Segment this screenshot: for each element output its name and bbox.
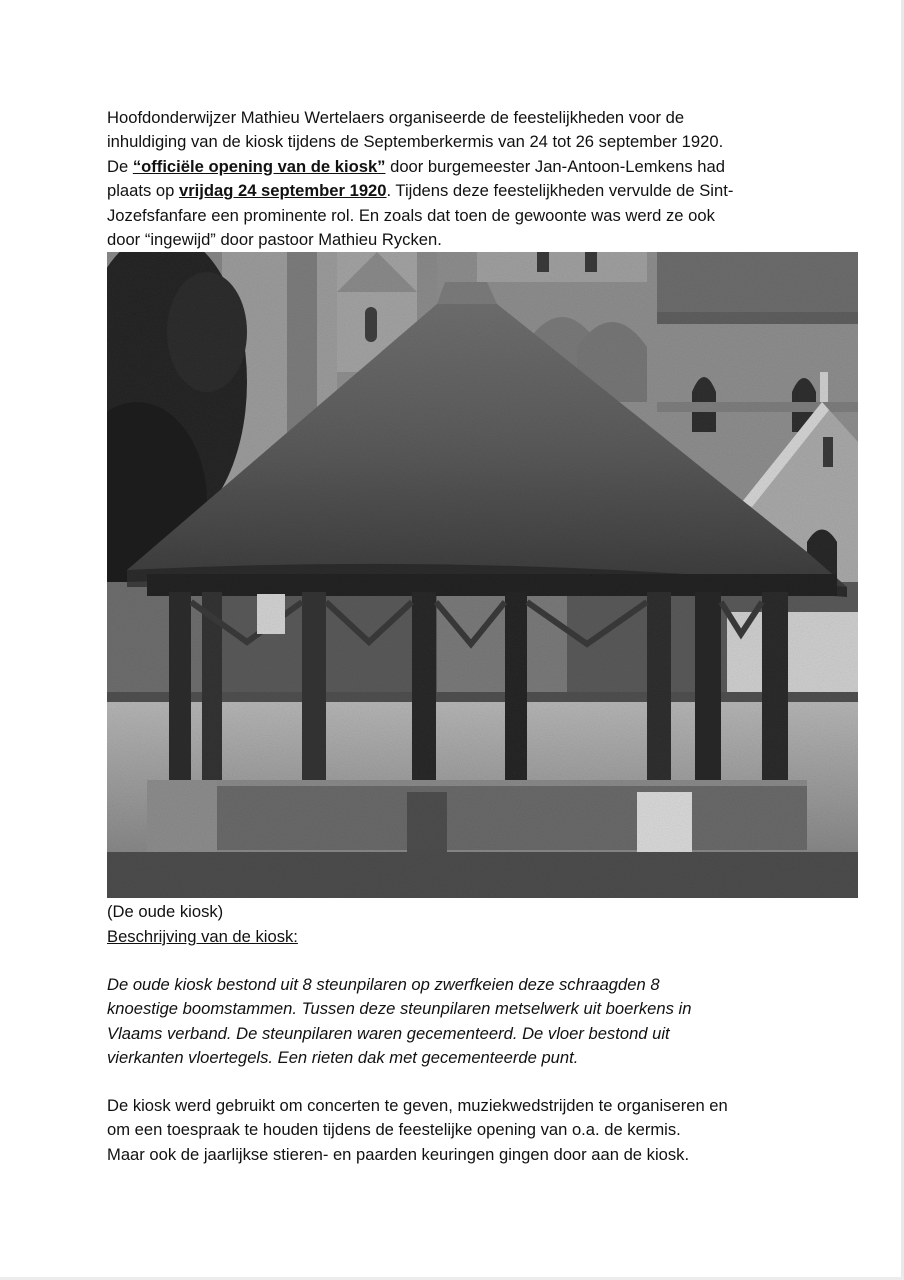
description-line-4: vierkanten vloertegels. Een rieten dak met gecementeerde punt. (107, 1048, 579, 1068)
description-line-3: Vlaams verband. De steunpilaren waren gecementeerd. De vloer bestond uit (107, 1023, 670, 1043)
section-heading: Beschrijving van de kiosk: (107, 927, 298, 946)
intro-line-5: Jozefsfanfare een prominente rol. En zoals dat toen de gewoonte was werd ze ook (107, 205, 715, 225)
description-line-1: De oude kiosk bestond uit 8 steunpilaren op zwerfkeien deze schraagden 8 (107, 975, 660, 994)
intro-line-2: inhuldiging van de kiosk tijdens de Septemberkermis van 24 tot 26 september 1920. (107, 132, 724, 152)
intro-text: De (107, 156, 133, 176)
intro-paragraph (107, 106, 827, 252)
intro-text: door burgemeester Jan-Antoon-Lemkens had (385, 156, 725, 176)
kiosk-photo (107, 252, 858, 898)
intro-line-6: door “ingewijd” door pastoor Mathieu Rycken. (107, 230, 442, 250)
highlight-official-opening: “officiële opening van de kiosk” (132, 156, 386, 176)
intro-text: plaats op (107, 181, 179, 201)
usage-line-3: Maar ook de jaarlijkse stieren- en paarden keuringen gingen door aan de kiosk. (107, 1144, 690, 1164)
intro-line-4 (107, 179, 827, 203)
usage-line-2: om een toespraak te houden tijdens de feestelijke opening van o.a. de kermis. (107, 1120, 681, 1140)
description-paragraph (107, 973, 827, 1071)
usage-paragraph (107, 1094, 827, 1167)
description-line-2: knoestige boomstammen. Tussen deze steunpilaren metselwerk uit boerkens in (107, 999, 692, 1019)
intro-line-1: Hoofdonderwijzer Mathieu Wertelaers organiseerde de feestelijkheden voor de (107, 108, 685, 127)
intro-text: . Tijdens deze feestelijkheden vervulde de Sint- (386, 181, 734, 201)
photo-caption: (De oude kiosk) (107, 902, 224, 921)
highlight-date: vrijdag 24 september 1920 (178, 181, 387, 201)
intro-line-3 (107, 155, 827, 179)
usage-line-1: De kiosk werd gebruikt om concerten te geven, muziekwedstrijden te organiseren en (107, 1096, 728, 1115)
